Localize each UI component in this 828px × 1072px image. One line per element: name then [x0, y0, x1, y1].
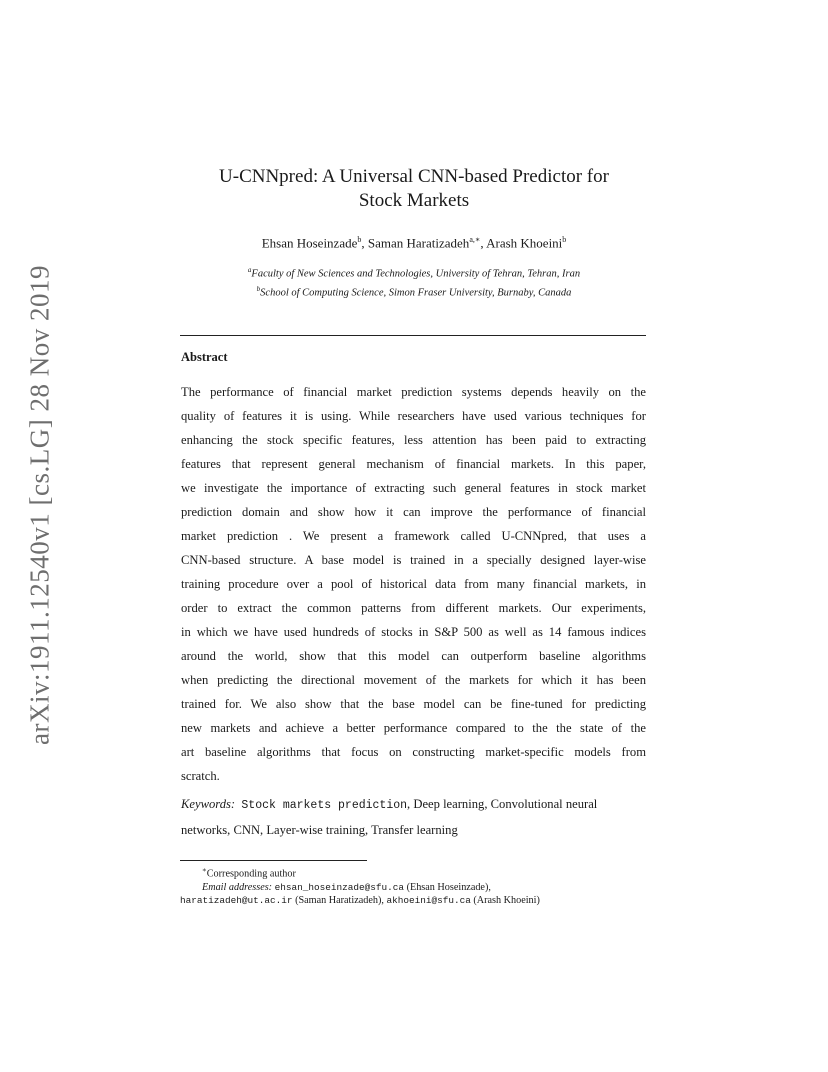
abstract-line: in which we have used hundreds of stocks in S&P 500 as well as 14 famous indices — [181, 625, 646, 639]
keyword-mono: Stock markets prediction — [241, 799, 408, 812]
author-affil-mark: b — [562, 235, 567, 244]
keywords-label: Keywords: — [181, 797, 236, 811]
footnote-rule — [180, 860, 367, 861]
abstract-line: training procedure over a pool of historical data from many financial markets, in — [181, 577, 646, 591]
email-link[interactable]: ehsan_hoseinzade@sfu.ca — [274, 881, 405, 893]
abstract-line: CNN-based structure. A base model is trained in a specially designed layer-wise — [181, 553, 646, 567]
affiliation-list — [0, 263, 828, 300]
footnote-mark: ∗ — [202, 866, 207, 874]
keywords-rest: , Deep learning, Convolutional neural — [407, 797, 598, 811]
affiliation-mark: a — [247, 266, 252, 274]
email-link[interactable]: haratizadeh@ut.ac.ir — [180, 895, 293, 907]
author-name: Ehsan Hoseinzade — [261, 235, 358, 251]
abstract-line: The performance of financial market prediction systems depends heavily on the — [181, 385, 646, 399]
affiliation-text: School of Computing Science, Simon Fraser University, Burnaby, Canada — [260, 287, 572, 298]
abstract-line: when predicting the directional movement of the markets for which it has been — [181, 673, 646, 687]
abstract-line: enhancing the stock specific features, less attention has been paid to extracting — [181, 433, 646, 447]
author-affil-mark: a,∗ — [469, 235, 481, 244]
corresponding-author-note — [180, 864, 650, 881]
email-owner: (Arash Khoeini) — [470, 895, 540, 907]
abstract-line: trained for. We also show that the base model can be fine-tuned for predicting — [181, 697, 646, 711]
email-owner: (Ehsan Hoseinzade), — [404, 881, 491, 893]
keywords-line: networks, CNN, Layer-wise training, Transfer learning — [181, 823, 458, 837]
abstract-line: quality of features it is using. While researchers have used various techniques for — [181, 409, 646, 423]
keywords-block — [181, 792, 646, 842]
author-name: Saman Haratizadeh — [367, 235, 470, 251]
abstract-line: scratch. — [181, 769, 220, 783]
abstract-line: we investigate the importance of extracting such general features in stock market — [181, 481, 646, 495]
footnotes — [180, 864, 650, 908]
arxiv-identifier-stamp: arXiv:1911.12540v1 [cs.LG] 28 Nov 2019 — [24, 265, 55, 745]
abstract-line: new markets and achieve a better performance compared to the the state of the — [181, 721, 646, 735]
paper-title — [0, 165, 828, 213]
author-affil-mark: b — [357, 235, 362, 244]
email-line — [180, 894, 650, 908]
abstract-body — [181, 380, 646, 788]
abstract-heading: Abstract — [181, 350, 228, 364]
abstract-line: features that represent general mechanism of financial markets. In this paper, — [181, 457, 646, 471]
abstract-line: order to extract the common patterns from different markets. Our experiments, — [181, 601, 646, 615]
email-owner: (Saman Haratizadeh), — [292, 895, 387, 907]
author-name: Arash Khoeini — [486, 235, 563, 251]
author-separator: , — [361, 235, 368, 251]
affiliation — [0, 263, 828, 282]
email-line — [180, 881, 650, 895]
abstract-top-rule — [180, 335, 646, 336]
affiliation — [0, 282, 828, 301]
keywords-line — [181, 792, 646, 818]
affiliation-text: Faculty of New Sciences and Technologies, University of Tehran, Tehran, Iran — [251, 268, 581, 280]
email-link[interactable]: akhoeini@sfu.ca — [386, 895, 471, 907]
author-separator: , — [480, 235, 487, 251]
corresponding-author-text: Corresponding author — [206, 868, 296, 880]
abstract-line: around the world, show that this model can outperform baseline algorithms — [181, 649, 646, 663]
abstract-line: market prediction . We present a framework called U-CNNpred, that uses a — [181, 529, 646, 543]
abstract-line: art baseline algorithms that focus on constructing market-specific models from — [181, 745, 646, 759]
title-line-1: U-CNNpred: A Universal CNN-based Predictor for — [219, 166, 609, 187]
abstract-line: prediction domain and show how it can improve the performance of financial — [181, 505, 646, 519]
affiliation-mark: b — [256, 284, 261, 293]
title-line-2: Stock Markets — [358, 190, 470, 211]
email-label: Email addresses: — [202, 881, 273, 893]
author-list — [0, 235, 828, 251]
